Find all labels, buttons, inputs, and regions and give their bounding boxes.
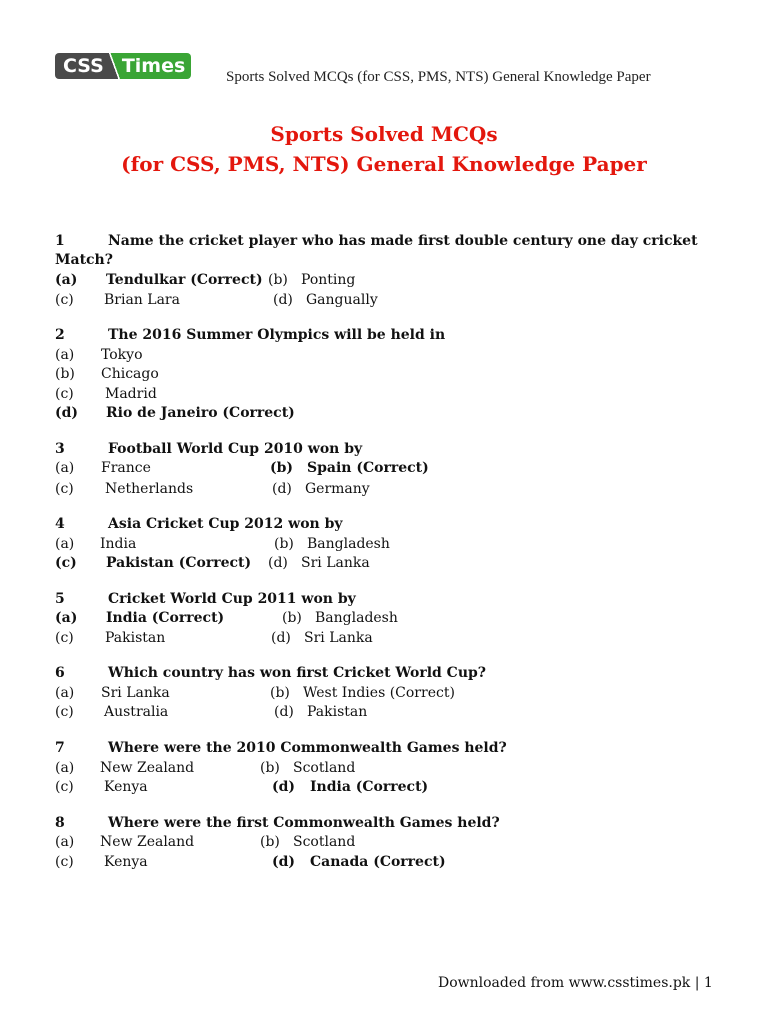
option-letter: (a)	[55, 610, 78, 626]
option-letter: (d)	[268, 555, 288, 571]
document-header-line: Sports Solved MCQs (for CSS, PMS, NTS) General Knowledge Paper	[226, 69, 651, 85]
option-text: Kenya	[104, 779, 148, 795]
question-text: Cricket World Cup 2011 won by	[108, 591, 356, 607]
question-number: 1	[55, 233, 65, 249]
option-letter: (a)	[55, 760, 75, 776]
option-text: Bangladesh	[307, 536, 390, 552]
page-title-line-1: Sports Solved MCQs	[270, 122, 498, 146]
option-letter: (a)	[55, 347, 75, 363]
option-letter: (b)	[55, 366, 75, 382]
option-letter: (c)	[55, 630, 74, 646]
option-text: Madrid	[105, 386, 157, 402]
option-letter: (b)	[260, 834, 280, 850]
option-letter: (d)	[55, 405, 79, 421]
option-letter: (a)	[55, 536, 75, 552]
option-text-correct: Tendulkar (Correct)	[106, 272, 263, 288]
question-text: Where were the first Commonwealth Games held?	[108, 815, 500, 831]
option-letter: (b)	[270, 460, 294, 476]
option-text: France	[101, 460, 151, 476]
option-letter: (b)	[282, 610, 302, 626]
logo-times-text: Times	[120, 53, 191, 79]
question-number: 5	[55, 591, 65, 607]
option-text: Sri Lanka	[304, 630, 373, 646]
option-text: Pakistan	[105, 630, 166, 646]
option-text: New Zealand	[100, 834, 195, 850]
option-letter: (c)	[55, 555, 77, 571]
option-letter: (c)	[55, 386, 74, 402]
option-text: Ponting	[301, 272, 356, 288]
option-text-correct: Canada (Correct)	[310, 854, 446, 870]
option-text: New Zealand	[100, 760, 195, 776]
option-text: Sri Lanka	[101, 685, 170, 701]
option-text: Sri Lanka	[301, 555, 370, 571]
option-letter: (d)	[273, 292, 293, 308]
option-letter: (d)	[271, 630, 291, 646]
option-text: Bangladesh	[315, 610, 398, 626]
option-letter: (d)	[272, 779, 296, 795]
option-text-correct: Pakistan (Correct)	[106, 555, 252, 571]
option-text-correct: Spain (Correct)	[307, 460, 429, 476]
option-letter: (c)	[55, 854, 74, 870]
page-footer: Downloaded from www.csstimes.pk | 1	[438, 975, 713, 991]
question-text: Where were the 2010 Commonwealth Games held?	[108, 740, 507, 756]
option-text: Pakistan	[307, 704, 368, 720]
option-text: Germany	[305, 481, 370, 497]
question-text: Which country has won first Cricket World Cup?	[108, 665, 486, 681]
option-text-correct: India (Correct)	[310, 779, 429, 795]
option-letter: (b)	[260, 760, 280, 776]
logo-css-text: CSS	[55, 53, 108, 79]
option-text: Chicago	[101, 366, 159, 382]
page-title-line-2: (for CSS, PMS, NTS) General Knowledge Paper	[121, 152, 647, 176]
question-number: 4	[55, 516, 65, 532]
option-letter: (c)	[55, 779, 74, 795]
option-letter: (c)	[55, 481, 74, 497]
option-letter: (a)	[55, 460, 75, 476]
option-text-correct: Rio de Janeiro (Correct)	[106, 405, 295, 421]
logo-slash-shape	[108, 53, 120, 79]
option-letter: (b)	[274, 536, 294, 552]
option-letter: (c)	[55, 704, 74, 720]
option-letter: (c)	[55, 292, 74, 308]
option-letter: (a)	[55, 834, 75, 850]
option-text: Scotland	[293, 760, 356, 776]
option-letter: (d)	[274, 704, 294, 720]
option-text: Gangually	[306, 292, 378, 308]
option-letter: (a)	[55, 685, 75, 701]
question-number: 6	[55, 665, 65, 681]
question-number: 3	[55, 441, 65, 457]
question-number: 2	[55, 327, 65, 343]
question-text: The 2016 Summer Olympics will be held in	[108, 327, 446, 343]
question-text: Name the cricket player who has made first double century one day cricket	[108, 233, 698, 249]
option-text: Scotland	[293, 834, 356, 850]
option-letter: (d)	[272, 481, 292, 497]
option-letter: (b)	[270, 685, 290, 701]
option-text-correct: India (Correct)	[106, 610, 225, 626]
option-letter: (b)	[268, 272, 288, 288]
question-text-continued: Match?	[55, 252, 113, 268]
question-text: Asia Cricket Cup 2012 won by	[108, 516, 343, 532]
option-letter: (d)	[272, 854, 296, 870]
option-text: Brian Lara	[104, 292, 180, 308]
option-text: Australia	[104, 704, 169, 720]
question-number: 7	[55, 740, 65, 756]
question-number: 8	[55, 815, 65, 831]
option-text: India	[100, 536, 137, 552]
question-text: Football World Cup 2010 won by	[108, 441, 363, 457]
option-text: West Indies (Correct)	[303, 685, 455, 701]
option-text: Tokyo	[101, 347, 143, 363]
css-times-logo	[55, 53, 191, 79]
option-text: Kenya	[104, 854, 148, 870]
option-letter: (a)	[55, 272, 78, 288]
option-text: Netherlands	[105, 481, 194, 497]
